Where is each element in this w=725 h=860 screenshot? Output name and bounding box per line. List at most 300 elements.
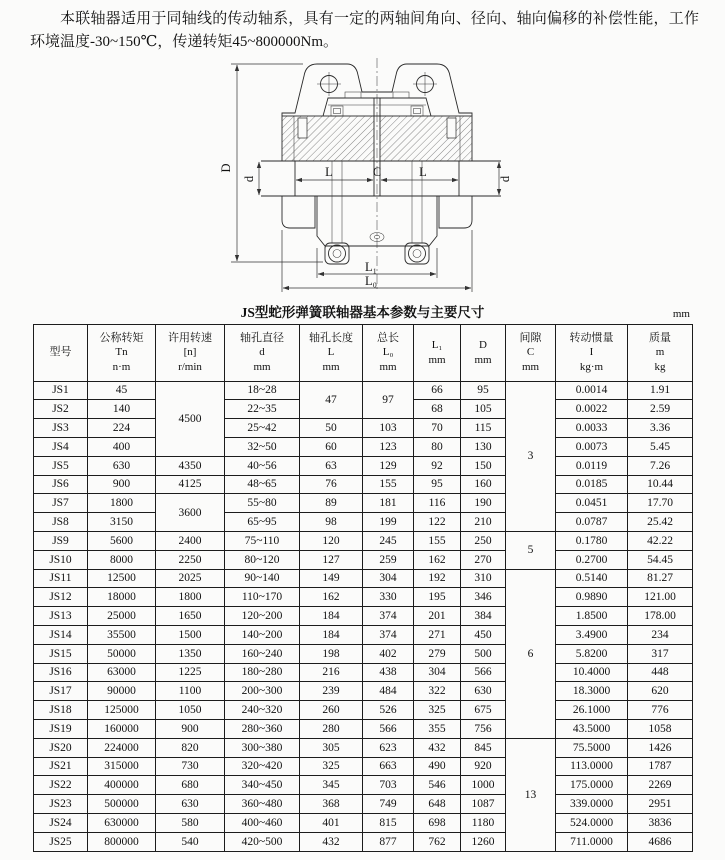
table-cell: 120~200 [225,607,300,626]
table-cell: 500000 [88,795,156,814]
dim-label-D: D [218,163,233,173]
table-title [33,301,692,321]
table-cell: JS17 [34,682,88,701]
table-cell: 116 [414,494,461,513]
table-cell: 0.0451 [556,494,628,513]
table-cell: 749 [363,795,414,814]
parameters-table [33,324,693,852]
table-cell: 4125 [156,475,225,494]
table-cell: 26.1000 [556,701,628,720]
table-cell: 48~65 [225,475,300,494]
table-cell: 1058 [628,719,693,738]
table-cell: 402 [363,644,414,663]
table-cell: JS3 [34,419,88,438]
table-cell: 630 [461,682,506,701]
table-cell: 43.5000 [556,719,628,738]
table-cell: 3836 [628,813,693,832]
table-cell: 1000 [461,776,506,795]
header-row [34,324,693,381]
table-cell: 234 [628,625,693,644]
table-cell: 2269 [628,776,693,795]
table-cell: JS10 [34,550,88,569]
table-cell: 877 [363,832,414,851]
table-cell: 0.0185 [556,475,628,494]
table-cell: 25~42 [225,419,300,438]
table-cell: 630 [156,795,225,814]
table-cell: 239 [300,682,363,701]
table-row [34,738,693,757]
table-row [34,813,693,832]
table-cell: 140 [88,400,156,419]
table-cell: 1180 [461,813,506,832]
table-cell: 81.27 [628,569,693,588]
table-cell: 776 [628,701,693,720]
table-cell: JS11 [34,569,88,588]
table-cell: 240~320 [225,701,300,720]
table-row [34,701,693,720]
table-cell: 438 [363,663,414,682]
dim-label-C: C [372,164,381,179]
table-cell: 280~360 [225,719,300,738]
dim-label-L-left: L [324,164,333,179]
table-cell: 374 [363,607,414,626]
table-cell: 500 [461,644,506,663]
table-row [34,795,693,814]
table-cell: 180~280 [225,663,300,682]
table-cell: 2400 [156,531,225,550]
table-cell: 47 [300,381,363,419]
table-cell: 920 [461,757,506,776]
table-cell: 1100 [156,682,225,701]
coupling-cross-section [177,56,549,296]
table-cell: 279 [414,644,461,663]
table-cell: 1500 [156,625,225,644]
table-cell: 420~500 [225,832,300,851]
table-cell: 730 [156,757,225,776]
table-cell: 198 [300,644,363,663]
table-cell: JS25 [34,832,88,851]
table-row [34,531,693,550]
table-cell: 1225 [156,663,225,682]
table-cell: 900 [156,719,225,738]
table-cell: 12500 [88,569,156,588]
table-cell: 566 [363,719,414,738]
table-cell: 120 [300,531,363,550]
table-cell: 32~50 [225,437,300,456]
table-cell: 10.4000 [556,663,628,682]
table-cell: 355 [414,719,461,738]
table-cell: 192 [414,569,461,588]
table-cell: 0.0073 [556,437,628,456]
table-cell: 92 [414,456,461,475]
table-cell: 3.36 [628,419,693,438]
table-row [34,588,693,607]
table-cell: 181 [363,494,414,513]
table-cell: 0.9890 [556,588,628,607]
table-cell: 5 [506,531,556,569]
table-cell: 368 [300,795,363,814]
table-cell: 4686 [628,832,693,851]
table-cell: 97 [363,381,414,419]
table-cell: JS6 [34,475,88,494]
table-cell: 18~28 [225,381,300,400]
table-cell: 160~240 [225,644,300,663]
table-body [34,381,693,851]
table-cell: JS18 [34,701,88,720]
table-cell: 63000 [88,663,156,682]
table-cell: 3150 [88,513,156,532]
table-cell: 1260 [461,832,506,851]
table-cell: 22~35 [225,400,300,419]
table-cell: 129 [363,456,414,475]
table-cell: 184 [300,607,363,626]
table-cell: JS13 [34,607,88,626]
table-cell: 490 [414,757,461,776]
table-cell: 103 [363,419,414,438]
table-cell: 125000 [88,701,156,720]
table-cell: 280 [300,719,363,738]
table-cell: 55~80 [225,494,300,513]
table-cell: JS19 [34,719,88,738]
column-header-L1: L₁ mm [414,324,461,381]
dim-label-d-right: d [497,175,512,182]
table-cell: 70 [414,419,461,438]
table-cell: 315000 [88,757,156,776]
table-cell: 800000 [88,832,156,851]
table-cell: 90~140 [225,569,300,588]
column-header-gap-C: 间隙 C mm [506,324,556,381]
table-cell: 1650 [156,607,225,626]
dim-label-L0: L₀ [364,273,377,288]
table-cell: JS23 [34,795,88,814]
table-title-text: JS型蛇形弹簧联轴器基本参数与主要尺寸 [240,304,485,320]
lug-hole-icon [317,72,341,96]
table-cell: 199 [363,513,414,532]
table-cell: 140~200 [225,625,300,644]
table-cell: 360~480 [225,795,300,814]
table-cell: 5.45 [628,437,693,456]
table-cell: 40~56 [225,456,300,475]
table-cell: JS12 [34,588,88,607]
table-cell: 339.0000 [556,795,628,814]
table-cell: 680 [156,776,225,795]
table-cell: 210 [461,513,506,532]
table-cell: 630 [88,456,156,475]
table-cell: 271 [414,625,461,644]
column-header-bore-diameter: 轴孔直径 d mm [225,324,300,381]
table-cell: JS4 [34,437,88,456]
table-cell: 448 [628,663,693,682]
table-cell: 580 [156,813,225,832]
table-cell: JS9 [34,531,88,550]
table-cell: 1087 [461,795,506,814]
table-cell: 1.91 [628,381,693,400]
table-cell: 1800 [88,494,156,513]
table-cell: 5.8200 [556,644,628,663]
column-header-model: 型号 [34,324,88,381]
table-cell: 524.0000 [556,813,628,832]
table-cell: 200~300 [225,682,300,701]
table-cell: 10.44 [628,475,693,494]
table-cell: 484 [363,682,414,701]
table-cell: 663 [363,757,414,776]
table-cell: 3.4900 [556,625,628,644]
table-cell: 546 [414,776,461,795]
table-cell: 259 [363,550,414,569]
table-cell: 1.8500 [556,607,628,626]
table-cell: 374 [363,625,414,644]
column-header-bore-length: 轴孔长度 L mm [300,324,363,381]
column-header-D: D mm [461,324,506,381]
table-row [34,776,693,795]
table-cell: 304 [414,663,461,682]
table-cell: 245 [363,531,414,550]
table-cell: 320~420 [225,757,300,776]
table-cell: 66 [414,381,461,400]
table-row [34,625,693,644]
table-cell: 304 [363,569,414,588]
dim-label-d-left: d [241,175,256,182]
column-header-mass: 质量 m kg [628,324,693,381]
table-cell: 13 [506,738,556,851]
table-cell: 5600 [88,531,156,550]
table-cell: 63 [300,456,363,475]
table-cell: 322 [414,682,461,701]
table-cell: 50000 [88,644,156,663]
table-cell: 80 [414,437,461,456]
table-cell: 0.0033 [556,419,628,438]
table-cell: 90000 [88,682,156,701]
table-cell: 4500 [156,381,225,456]
table-cell: 0.0119 [556,456,628,475]
table-row [34,494,693,513]
table-cell: 815 [363,813,414,832]
table-cell: 1426 [628,738,693,757]
table-cell: 195 [414,588,461,607]
table-cell: 8000 [88,550,156,569]
table-cell: JS24 [34,813,88,832]
table-cell: 432 [414,738,461,757]
table-cell: 762 [414,832,461,851]
table-cell: 224 [88,419,156,438]
dim-label-L1: L₁ [364,259,377,274]
table-row [34,569,693,588]
table-cell: 89 [300,494,363,513]
table-cell: 178.00 [628,607,693,626]
table-cell: 900 [88,475,156,494]
table-cell: 122 [414,513,461,532]
table-cell: 400 [88,437,156,456]
table-cell: 305 [300,738,363,757]
table-cell: 6 [506,569,556,738]
table-row [34,513,693,532]
table-row [34,757,693,776]
table-cell: 115 [461,419,506,438]
table-cell: 95 [461,381,506,400]
table-cell: 25000 [88,607,156,626]
table-cell: 845 [461,738,506,757]
table-cell: 1787 [628,757,693,776]
table-cell: 2250 [156,550,225,569]
table-row [34,719,693,738]
table-cell: 345 [300,776,363,795]
table-cell: 300~380 [225,738,300,757]
table-row [34,456,693,475]
table-cell: 325 [414,701,461,720]
dim-label-L-right: L [418,164,427,179]
table-cell: 4350 [156,456,225,475]
table-cell: 0.0022 [556,400,628,419]
table-cell: 160 [461,475,506,494]
table-cell: 1050 [156,701,225,720]
table-cell: 250 [461,531,506,550]
table-cell: 121.00 [628,588,693,607]
table-cell: 260 [300,701,363,720]
table-cell: JS16 [34,663,88,682]
table-cell: 401 [300,813,363,832]
table-cell: 75.5000 [556,738,628,757]
table-cell: 384 [461,607,506,626]
table-cell: 756 [461,719,506,738]
table-cell: 45 [88,381,156,400]
table-cell: 175.0000 [556,776,628,795]
table-cell: 162 [300,588,363,607]
table-cell: 68 [414,400,461,419]
table-cell: 1800 [156,588,225,607]
table-cell: 18.3000 [556,682,628,701]
table-cell: 35500 [88,625,156,644]
coupling-drawing [177,56,549,296]
table-row [34,663,693,682]
table-row [34,381,693,400]
table-row [34,832,693,851]
table-cell: 110~170 [225,588,300,607]
table-cell: 3600 [156,494,225,532]
table-cell: 0.1780 [556,531,628,550]
table-cell: 7.26 [628,456,693,475]
table-cell: 675 [461,701,506,720]
table-cell: 224000 [88,738,156,757]
table-cell: 317 [628,644,693,663]
table-cell: 127 [300,550,363,569]
table-cell: 400000 [88,776,156,795]
table-cell: 648 [414,795,461,814]
table-cell: 155 [414,531,461,550]
table-cell: 540 [156,832,225,851]
lug-hole-icon [413,72,437,96]
table-cell: 2025 [156,569,225,588]
table-cell: 2951 [628,795,693,814]
table-cell: 184 [300,625,363,644]
column-header-allowed-speed: 许用转速 [n] r/min [156,324,225,381]
table-cell: 698 [414,813,461,832]
table-cell: 346 [461,588,506,607]
table-cell: 623 [363,738,414,757]
table-cell: 325 [300,757,363,776]
table-cell: 42.22 [628,531,693,550]
table-cell: 190 [461,494,506,513]
table-row [34,419,693,438]
table-cell: 95 [414,475,461,494]
table-cell: JS20 [34,738,88,757]
table-cell: 75~110 [225,531,300,550]
table-cell: JS21 [34,757,88,776]
table-cell: 330 [363,588,414,607]
table-row [34,437,693,456]
table-cell: 18000 [88,588,156,607]
table-row [34,550,693,569]
table-cell: 820 [156,738,225,757]
table-cell: 25.42 [628,513,693,532]
table-cell: 80~120 [225,550,300,569]
table-cell: 162 [414,550,461,569]
table-cell: 526 [363,701,414,720]
table-cell: 270 [461,550,506,569]
intro-paragraph: 本联轴器适用于同轴线的传动轴系，具有一定的两轴间角向、径向、轴向偏移的补偿性能，工作环境温度-30~150℃，传递转矩45~800000Nm。 [30,11,699,50]
table-cell: 432 [300,832,363,851]
table-cell: 65~95 [225,513,300,532]
table-cell: 1350 [156,644,225,663]
table-cell: 450 [461,625,506,644]
column-header-inertia: 转动惯量 I kg·m [556,324,628,381]
table-cell: 76 [300,475,363,494]
table-cell: JS15 [34,644,88,663]
table-row [34,607,693,626]
table-cell: 150 [461,456,506,475]
table-cell: JS1 [34,381,88,400]
table-cell: 2.59 [628,400,693,419]
table-cell: 0.5140 [556,569,628,588]
table-row [34,644,693,663]
column-header-total-length: 总长 L₀ mm [363,324,414,381]
table-cell: 60 [300,437,363,456]
table-cell: JS22 [34,776,88,795]
table-cell: JS2 [34,400,88,419]
table-cell: 630000 [88,813,156,832]
table-cell: 620 [628,682,693,701]
column-header-nominal-torque: 公称转矩 Tn n·m [88,324,156,381]
table-cell: 160000 [88,719,156,738]
table-cell: JS14 [34,625,88,644]
table-cell: 201 [414,607,461,626]
table-cell: 0.2700 [556,550,628,569]
table-cell: JS7 [34,494,88,513]
table-header [34,324,693,381]
unit-label: mm [672,307,690,320]
table-cell: 98 [300,513,363,532]
table-cell: 0.0787 [556,513,628,532]
table-cell: 149 [300,569,363,588]
table-cell: 566 [461,663,506,682]
table-cell: 17.70 [628,494,693,513]
table-cell: JS5 [34,456,88,475]
table-cell: 130 [461,437,506,456]
table-cell: 310 [461,569,506,588]
table-cell: JS8 [34,513,88,532]
table-cell: 340~450 [225,776,300,795]
table-row [34,475,693,494]
table-cell: 123 [363,437,414,456]
table-cell: 400~460 [225,813,300,832]
table-cell: 703 [363,776,414,795]
table-cell: 113.0000 [556,757,628,776]
table-cell: 54.45 [628,550,693,569]
table-row [34,682,693,701]
table-cell: 105 [461,400,506,419]
table-cell: 155 [363,475,414,494]
table-cell: 3 [506,381,556,531]
table-cell: 216 [300,663,363,682]
